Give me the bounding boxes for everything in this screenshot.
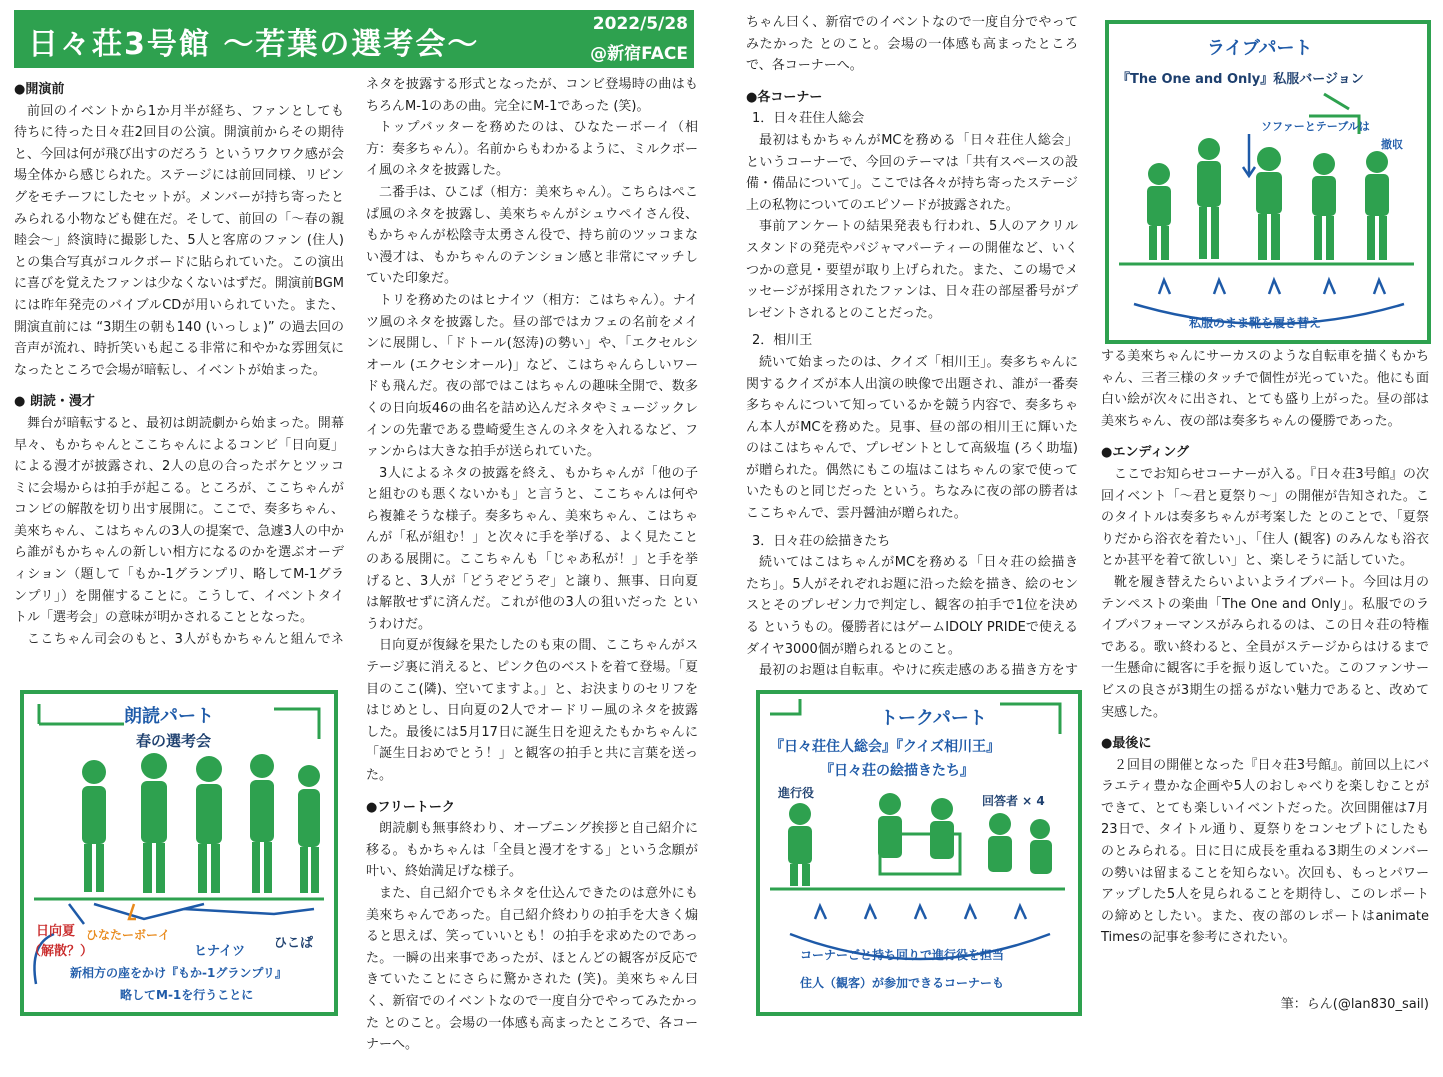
paragraph: 3人によるネタの披露を終え、もかちゃんが「他の子と組むのも悪くないかも」と言うと、ここちゃんは何やら複雑そうな様子。奏多ちゃん、美來ちゃん、こはちゃんが「私が組む！」と次々に手を挙げる、よく見たことのある展開に。ここちゃんも「じゃあ私が！」と手を挙げると、3人が「どうぞどうぞ」と譲り、無事、日向夏は解散せずに済んだ。これが他の3人の狙いだった というわけだ。 — [366, 465, 698, 632]
paragraph: トリを務めたのはヒナイツ（相方：こはちゃん）。ナイツ風のネタを披露した。昼の部ではカフェの名前をメインに展開し、「ドトール(怒涛)の勢い」や、「エクセルシオール (エクセシオール)」など、こはちゃんらしいワードも飛んだ。夜の部ではこはちゃんの趣味全開で、数多くの日向坂46の曲名を詰め込んだネタやミュージックレインの先輩である豊崎愛生さんのネタを入れるなど、ファンからは大きな拍手が送られていた。 — [366, 292, 698, 460]
paragraph: ネタを披露する形式となったが、コンビ登場時の曲はもちろんM-1のあの曲。完全にM-1であった (笑)。 — [366, 77, 698, 114]
paragraph: 続いて始まったのは、クイズ「相川王」。奏多ちゃんに関するクイズが本人出演の映像で出題され、誰が一番奏多ちゃんについて知っているかを競う内容で、奏多ちゃん本人がMCを務めた。見事、昼の部の相川王に輝いたのはこはちゃんで、プレゼントとして高級塩 (ろく助塩) が贈られた。偶然にもこの塩はこはちゃんの家で使っていたものと同じだった という。ちなみに夜の部の勝者はここちゃんで、雲丹醤油が贈られた。 — [746, 354, 1078, 522]
corner-title-3: 3．日々荘の絵描きたち — [752, 533, 891, 549]
paragraph: 事前アンケートの結果発表も行われ、5人のアクリルスタンドの発売やパジャマパーティーの開催など、いくつかの意見・要望が取り上げられた。また、この場でメッセージが採用されたファンは、日々荘の部屋番号がプレゼントされるとのことだった。 — [746, 219, 1078, 321]
paragraph: 二番手は、ひこぱ（相方：美來ちゃん）。こちらはぺこぱ風のネタを披露し、美來ちゃんがシュウペイさん役、もかちゃんが松陰寺太勇さん役で、持ち前のツッコまない漫才は、もかちゃんのテンション感と非常にマッチしていた印象だ。 — [366, 184, 698, 287]
corner-title-1: 1．日々荘住人総会 — [752, 111, 865, 127]
talk-corners-line-1: 『日々荘住人総会』『クイズ相川王』 — [770, 739, 1001, 755]
live-caption: 私服のまま靴を履き替え — [1189, 316, 1322, 330]
corner-title-2: 2．相川王 — [752, 333, 813, 349]
section-heading-reading: ● 朗読・漫才 — [14, 394, 95, 410]
page-title: 日々荘3号館 〜若葉の選考会〜 — [28, 27, 480, 62]
label-hinaitsu: ヒナイツ — [194, 944, 246, 959]
paragraph: ちゃん曰く、新宿でのイベントなので一度自分でやってみたかった とのこと。会場の一体感も高まったところで、各コーナーへ。 — [746, 15, 1078, 74]
column-1 — [14, 79, 344, 650]
paragraph: トップバッターを務めたのは、ひなたーボーイ（相方：奏多ちゃん）。名前からもわかるように、ミルクボーイ風のネタを披露した。 — [366, 120, 698, 179]
paragraph: 靴を履き替えたらいよいよライブパート。今回は月のテンペストの楽曲「The One and Only」。私服でのライブパフォーマンスがみられるのは、この日々荘の特権である。歌い終わると、全員がステージからはけるまで一生懸命に観客に手を振り返していた。このファンサービスの良さが3期生の揺るがない魅力であると、改めて実感した。 — [1101, 574, 1429, 720]
talk-caption-2: 住人（観客）が参加できるコーナーも — [800, 976, 1005, 990]
paragraph: 前回のイベントから1か月半が経ち、ファンとしても待ちに待った日々荘2回目の公演。開演前からその期待と、今回は何が飛び出すのだろう というワクワク感が会場全体から感じられた。ステージには前回同様、リビングをモチーフにしたセットが。メンバーが持ち寄ったとみられる小物なども健在だ。そして、前回の「〜春の親睦会〜」終演時に撮影した、5人と客席のファン (住人) との集合写真がコルクボードに貼られていた。この演出に喜びを覚えたファンは少なくないはずだ。開演前BGMには昨年発売のバイブルCDが用いられていた。また、開演直前には “3期生の朝も140 (いっしょ)” の過去回の音声が流れ、時折笑いも起こる非常に和やかな雰囲気になったところで会場が暗転し、イベントが始まった。 — [14, 103, 344, 378]
paragraph: 最初はもかちゃんがMCを務める「日々荘住人総会」というコーナーで、今回のテーマは「共有スペースの設備・備品について」。ここでは各々が持ち寄ったステージ上の私物についてのエピソードが披露された。 — [746, 132, 1078, 213]
illustration-talk-part — [756, 690, 1082, 1016]
live-note-line-2: 撤収 — [1381, 138, 1403, 151]
event-date: 2022/5/28 — [592, 14, 688, 34]
paragraph: ここちゃん司会のもと、3人がもかちゃんと組んでネ — [27, 631, 344, 647]
column-4 — [1101, 346, 1429, 949]
column-2 — [366, 74, 698, 1077]
section-heading-corners: ●各コーナー — [746, 89, 823, 105]
reading-caption-2: 略してM-1を行うことに — [120, 988, 254, 1002]
section-heading-ending: ●エンディング — [1101, 445, 1190, 461]
paragraph: 朗読劇も無事終わり、オープニング挨拶と自己紹介に移る。もかちゃんは「全員と漫才をする」という念願が叶い、終始満足げな様子。 — [366, 821, 698, 880]
reading-caption-1: 新相方の座をかけ『もか-1グランプリ』 — [70, 966, 287, 980]
talk-sketch-title: トークパート — [880, 708, 987, 729]
label-hinatanatsu: 日向夏 — [36, 924, 76, 939]
talk-corners-line-2: 『日々荘の絵描きたち』 — [820, 763, 974, 779]
paragraph: ここでお知らせコーナーが入る。『日々荘3号館』の次回イベント「〜君と夏祭り〜」の開催が告知された。このタイトルは奏多ちゃんが考案した とのことで、「夏祭りだから浴衣を着たい」、「住人 (観客) のみんなも浴衣とか甚平を着て欲しい」と、楽しそうに話していた。 — [1101, 466, 1429, 569]
section-heading-opening: ●開演前 — [14, 82, 65, 97]
label-hinata-boy: ひなたーボーイ — [86, 928, 171, 942]
section-heading-freetalk: ●フリートーク — [366, 799, 455, 815]
paragraph: 最初のお題は自転車。やけに疾走感のある描き方をす — [759, 663, 1078, 679]
label-mc: 進行役 — [778, 786, 815, 800]
section-heading-finally: ●最後に — [1101, 736, 1152, 752]
live-song: 『The One and Only』私服バージョン — [1117, 72, 1364, 87]
paragraph: 舞台が暗転すると、最初は朗読劇から始まった。開幕早々、もかちゃんとここちゃんによるコンビ「日向夏」による漫才が披露され、2人の息の合ったボケとツッコミに会場からは拍手が起こる。ところが、ここちゃんがコンビの解散を切り出す展開に。ここで、奏多ちゃん、美來ちゃん、こはちゃんの3人の提案で、急遽3人の中から誰がもかちゃんの新しい相方になるのかを選ぶオーディション（題して「もか-1グランプリ、略してM-1グランプリ」）を開催することに。こうして、イベントタイトル「選考会」の意味が明かされることとなった。 — [14, 415, 344, 626]
paragraph: 続いてはこはちゃんがMCを務める「日々荘の絵描きたち」。5人がそれぞれお題に沿った絵を描き、絵のセンスとそのプレゼン力で判定し、観客の拍手で1位を決める というもの。優勝者にはゲームIDOLY PRIDEで使えるダイヤ3000個が贈られるとのこと。 — [746, 555, 1078, 657]
illustration-live-part — [1105, 20, 1431, 344]
column-3 — [746, 12, 1078, 682]
illustration-reading-part — [20, 690, 338, 1016]
paragraph: 日向夏が復縁を果たしたのも束の間、ここちゃんがステージ裏に消えると、ピンク色のベストを着て登場。「夏目のここ(隣)、空いてますよ。」と、お決まりのセリフをはじめとし、日向夏の2人でオードリー風のネタを披露した。最後には5月17日に誕生日を迎えたもかちゃんに「誕生日おめでとう！」と観客の拍手と共に言葉を送った。 — [366, 638, 698, 783]
paragraph: ２回目の開催となった『日々荘3号館』。前回以上にバラエティ豊かな企画や5人のおしゃべりを楽しむことができて、とても楽しいイベントだった。次回開催は7月23日で、タイトル通り、夏祭りをコンセプトにしたものとみられる。日に日に成長を重ねる3期生のメンバーの勢いは留まることを知らない。次回も、もっとパワーアップした5人を見られることを期待し、このレポートの締めとしたい。また、夜の部のレポートはanimate Timesの記事を参考にされたい。 — [1101, 757, 1429, 946]
reading-sketch-title: 朗読パート — [124, 706, 214, 727]
title-banner — [14, 10, 694, 68]
label-hikopa: ひこぱ — [274, 936, 314, 951]
label-kaisan: （解散？） — [28, 944, 94, 959]
label-answerers: 回答者 × 4 — [982, 794, 1045, 808]
live-note-line-1: ソファーとテーブルは — [1261, 120, 1370, 133]
event-venue: @新宿FACE — [590, 44, 688, 64]
byline: 筆：らん(@lan830_sail) — [1280, 997, 1429, 1013]
talk-caption-1: コーナーごと持ち回りで進行役を担当 — [800, 948, 1005, 962]
live-sketch-title: ライブパート — [1207, 38, 1313, 59]
paragraph: また、自己紹介でもネタを仕込んできたのは意外にも美來ちゃんであった。自己紹介終わりの拍手を大きく煽ると思えば、笑っていいとも！の拍手を求めたのであった。一瞬の出来事であったが、ほとんどの観客が反応できていたことにさらに驚かされた (笑)。美來ちゃん曰く、新宿でのイベントなので一度自分でやってみたかった とのこと。会場の一体感も高まったところで、各コーナーへ。 — [366, 885, 698, 1053]
reading-sketch-subtitle: 春の選考会 — [136, 732, 212, 750]
paragraph: する美來ちゃんにサーカスのような自転車を描くもかちゃん、三者三様のタッチで個性が光っていた。他にも面白い絵が次々に出され、とても盛り上がった。昼の部は美來ちゃん、夜の部は奏多ちゃんの優勝であった。 — [1101, 349, 1429, 429]
